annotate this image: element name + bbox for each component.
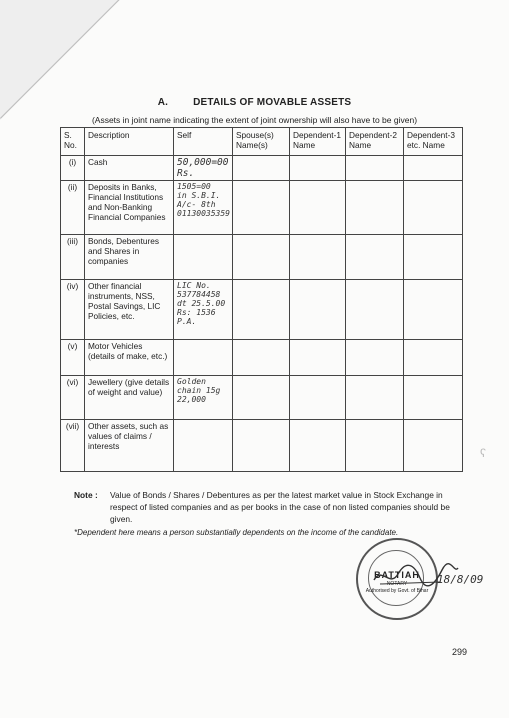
- row-self-value: LIC No. 537784458 dt 25.5.00 Rs: 1536 P.A.: [174, 280, 233, 340]
- row-self-value: [174, 235, 233, 280]
- row-spouse-value: [233, 235, 290, 280]
- row-spouse-value: [233, 181, 290, 235]
- row-spouse-value: [233, 420, 290, 472]
- table-row: [61, 235, 463, 280]
- row-dep1-value: [290, 181, 346, 235]
- row-dep3-value: [404, 340, 463, 376]
- row-description: Other financial instruments, NSS, Postal Savings, LIC Policies, etc.: [85, 280, 174, 340]
- signature-date: 18/8/09: [437, 573, 484, 586]
- row-sno: (vi): [61, 376, 85, 420]
- row-dep3-value: [404, 235, 463, 280]
- table-row: [61, 280, 463, 340]
- scan-artifact: ʕ: [480, 446, 486, 460]
- row-sno: (i): [61, 156, 85, 181]
- row-dep3-value: [404, 376, 463, 420]
- row-description: Deposits in Banks, Financial Institutions and Non-Banking Financial Companies: [85, 181, 174, 235]
- table-row: [61, 156, 463, 181]
- row-description: Jewellery (give details of weight and value): [85, 376, 174, 420]
- note-text: Value of Bonds / Shares / Debentures as per the latest market value in Stock Exchange in respect of listed companies and as per books in the case of non listed companies should be given.: [110, 490, 450, 524]
- header-description: Description: [85, 128, 174, 156]
- note-label: Note :: [74, 490, 98, 500]
- section-letter: A.: [157, 97, 169, 108]
- row-spouse-value: [233, 340, 290, 376]
- header-spouse: Spouse(s) Name(s): [233, 128, 290, 156]
- row-dep1-value: [290, 235, 346, 280]
- row-dep1-value: [290, 420, 346, 472]
- row-sno: (vii): [61, 420, 85, 472]
- table-row: [61, 181, 463, 235]
- row-self-value: 50,000=00 Rs.: [174, 156, 233, 181]
- stamp-name: BATTIAH: [374, 570, 420, 580]
- row-spouse-value: [233, 280, 290, 340]
- row-dep3-value: [404, 181, 463, 235]
- row-sno: (iv): [61, 280, 85, 340]
- row-sno: (ii): [61, 181, 85, 235]
- row-dep1-value: [290, 280, 346, 340]
- row-dep1-value: [290, 340, 346, 376]
- row-self-value: [174, 420, 233, 472]
- stamp-subtitle: NOTARY: [386, 581, 408, 587]
- section-subtitle: (Assets in joint name indicating the extent of joint ownership will also have to be given): [91, 115, 418, 125]
- header-dependent-2: Dependent-2 Name: [346, 128, 404, 156]
- row-dep2-value: [346, 235, 404, 280]
- note-paragraph: [74, 489, 466, 525]
- row-self-value: Golden chain 15g 22,000: [174, 376, 233, 420]
- row-description: Bonds, Debentures and Shares in companies: [85, 235, 174, 280]
- table-header-row: [61, 128, 463, 156]
- movable-assets-table: [60, 127, 463, 472]
- row-description: Cash: [85, 156, 174, 181]
- table-row: [61, 340, 463, 376]
- row-dep2-value: [346, 280, 404, 340]
- header-dependent-3: Dependent-3 etc. Name: [404, 128, 463, 156]
- row-dep2-value: [346, 156, 404, 181]
- row-dep1-value: [290, 376, 346, 420]
- page-number: 299: [452, 647, 468, 657]
- row-dep2-value: [346, 420, 404, 472]
- row-sno: (v): [61, 340, 85, 376]
- table-row: [61, 376, 463, 420]
- row-dep3-value: [404, 156, 463, 181]
- row-dep2-value: [346, 376, 404, 420]
- row-sno: (iii): [61, 235, 85, 280]
- table-row: [61, 420, 463, 472]
- row-dep1-value: [290, 156, 346, 181]
- row-dep3-value: [404, 420, 463, 472]
- row-self-value: 1505=00 in S.B.I. A/c- 8th 01130035359: [174, 181, 233, 235]
- row-spouse-value: [233, 376, 290, 420]
- row-self-value: [174, 340, 233, 376]
- section-heading: [0, 97, 509, 108]
- row-dep3-value: [404, 280, 463, 340]
- section-title: DETAILS OF MOVABLE ASSETS: [193, 97, 352, 108]
- header-self: Self: [174, 128, 233, 156]
- stamp-authority: Authorised by Govt. of Bihar: [365, 588, 429, 594]
- row-dep2-value: [346, 340, 404, 376]
- row-description: Other assets, such as values of claims / interests: [85, 420, 174, 472]
- header-sno: S. No.: [61, 128, 85, 156]
- dependent-footnote: *Dependent here means a person substantially dependents on the income of the candidate.: [74, 528, 399, 537]
- row-dep2-value: [346, 181, 404, 235]
- header-dependent-1: Dependent-1 Name: [290, 128, 346, 156]
- row-spouse-value: [233, 156, 290, 181]
- row-description: Motor Vehicles (details of make, etc.): [85, 340, 174, 376]
